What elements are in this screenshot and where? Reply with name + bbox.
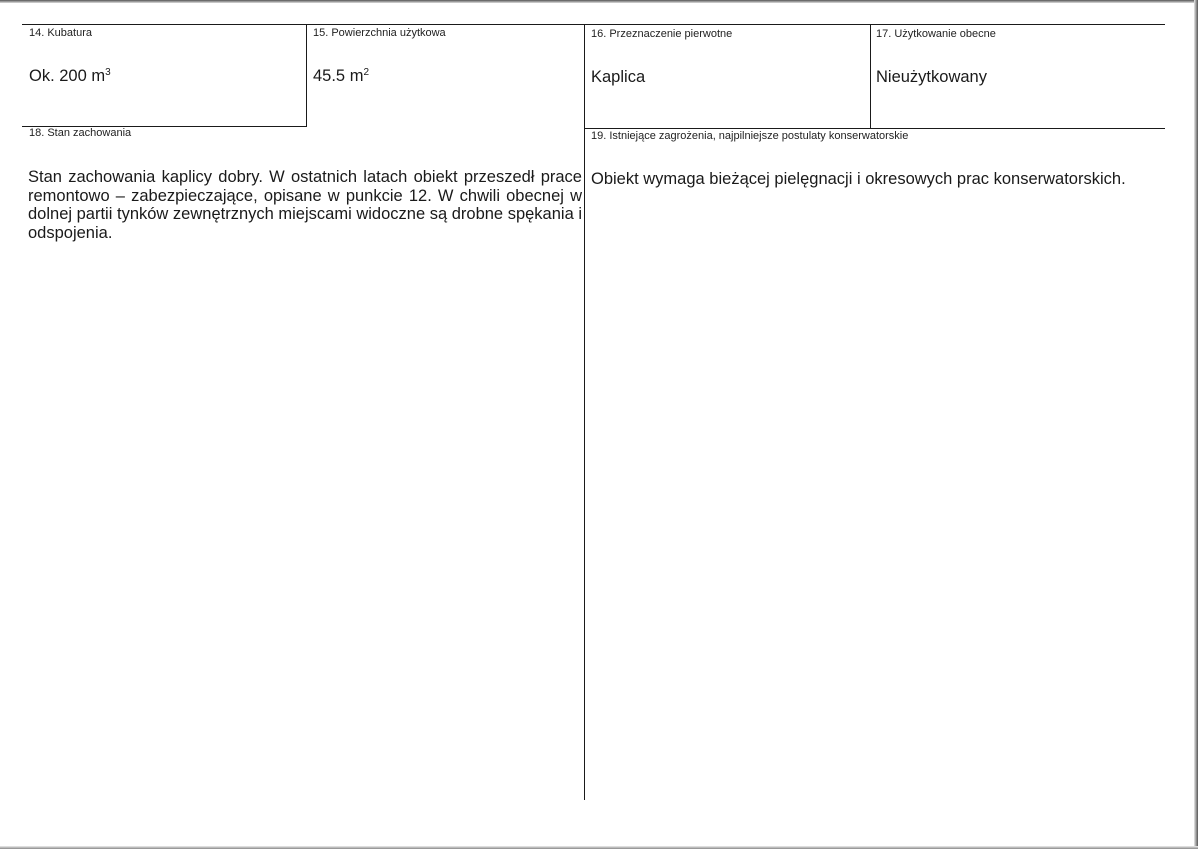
- powierzchnia-label: 15. Powierzchnia użytkowa: [313, 27, 446, 39]
- stan-zachowania-text: Stan zachowania kaplicy dobry. W ostatnich latach obiekt przeszedł prace remontowo – zabezpieczające, opisane w punkcie 12. W chwili obecnej w dolnej partii tynków zewnętrznych miejscami widoczne są drobne spękania i odspojenia.: [28, 168, 582, 242]
- kubatura-value-exponent: 3: [105, 67, 111, 78]
- przeznaczenie-value: Kaplica: [591, 68, 646, 86]
- zagrozenia-label: 19. Istniejące zagrożenia, najpilniejsze postulaty konserwatorskie: [591, 130, 909, 142]
- stan-zachowania-label: 18. Stan zachowania: [29, 127, 132, 139]
- divider-col-1: [306, 24, 307, 127]
- kubatura-label: 14. Kubatura: [29, 27, 92, 39]
- uzytkowanie-value: Nieużytkowany: [876, 68, 987, 86]
- scan-edge-right: [1194, 0, 1198, 849]
- divider-col-3: [870, 24, 871, 128]
- middle-rule-right: [584, 128, 1165, 129]
- top-rule: [22, 24, 1165, 25]
- divider-col-2: [584, 24, 585, 800]
- przeznaczenie-label: 16. Przeznaczenie pierwotne: [591, 28, 733, 40]
- kubatura-value-number: Ok. 200 m: [29, 67, 106, 85]
- powierzchnia-value: [313, 66, 369, 86]
- powierzchnia-value-number: 45.5 m: [313, 67, 364, 85]
- uzytkowanie-label: 17. Użytkowanie obecne: [876, 28, 996, 40]
- kubatura-value: [29, 66, 111, 86]
- powierzchnia-value-exponent: 2: [363, 67, 370, 78]
- zagrozenia-text: Obiekt wymaga bieżącej pielęgnacji i okresowych prac konserwatorskich.: [591, 170, 1126, 188]
- scan-edge-top: [0, 0, 1198, 3]
